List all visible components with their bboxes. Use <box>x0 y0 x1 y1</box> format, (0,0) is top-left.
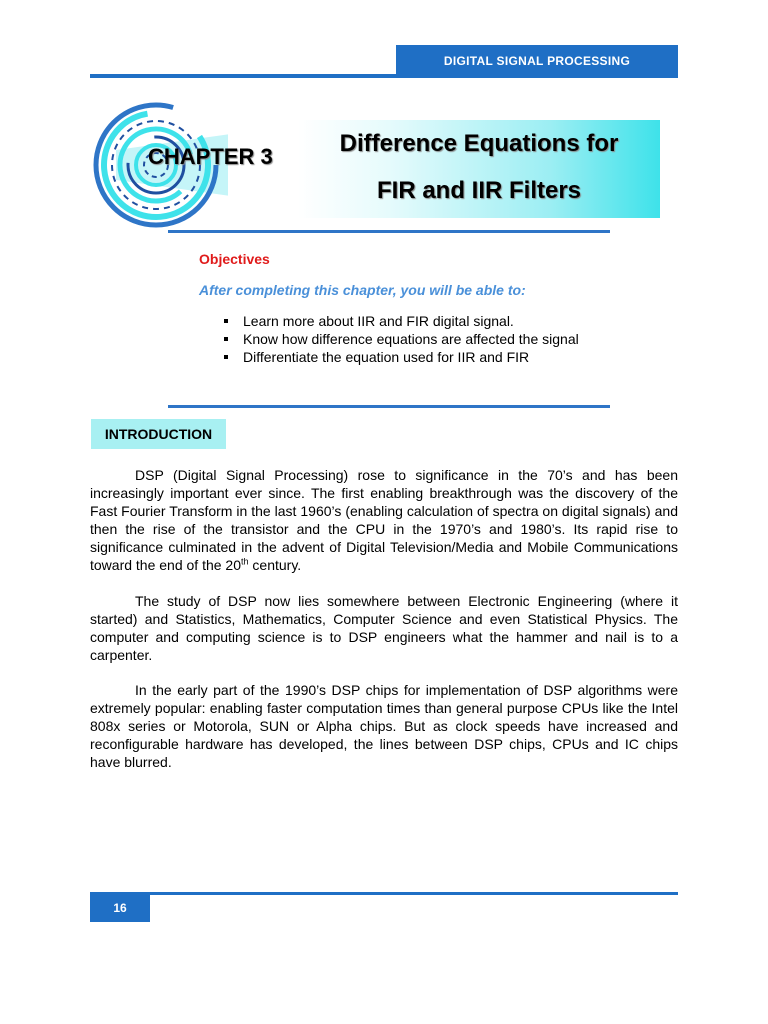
objectives-bottom-rule <box>168 405 610 408</box>
page-number: 16 <box>90 894 150 922</box>
intro-paragraph-2: The study of DSP now lies somewhere between Electronic Engineering (where it started) and Statistics, Mathematics, Computer Science and even Statistical Physics. The computer and computing science is to DSP engineers what the hammer and nail is to a carpenter. <box>90 593 678 663</box>
objective-item: Know how difference equations are affected the signal <box>220 330 600 348</box>
objective-item: Learn more about IIR and FIR digital signal. <box>220 312 600 330</box>
introduction-heading: INTRODUCTION <box>91 419 226 449</box>
objectives-heading: Objectives <box>199 251 270 267</box>
chapter-title-box <box>298 120 660 218</box>
footer-rule <box>90 892 678 895</box>
objective-item: Differentiate the equation used for IIR and FIR <box>220 348 600 366</box>
running-header: DIGITAL SIGNAL PROCESSING <box>396 45 678 76</box>
chapter-label: CHAPTER 3 <box>148 144 273 169</box>
intro-paragraph-3: In the early part of the 1990’s DSP chips for implementation of DSP algorithms were extremely popular: enabling faster computation times than general purpose CPUs like the Intel 808x series or Motorola, SUN or Alpha chips. But as clock speeds have increased and reconfigurable hardware has developed, the lines between DSP chips, CPUs and IC chips have blurred. <box>90 682 678 770</box>
chapter-title-line-2: FIR and IIR Filters <box>376 177 582 204</box>
chapter-title-line-1: Difference Equations for <box>339 130 619 157</box>
objectives-top-rule <box>168 230 610 233</box>
intro-paragraph-1: DSP (Digital Signal Processing) rose to significance in the 70’s and has been increasingly important ever since. The first enabling breakthrough was the discovery of the Fast Fourier Transform in the last 1960’s (enabling calculation of spectra on digital signals) and then the rise of the transistor and the CPU in the 1970’s and 1980’s. Its rapid rise to significance culminated in the advent of Digital Television/Media and Mobile Communications toward the end of the 20th century. <box>90 467 678 573</box>
objectives-list <box>220 312 600 366</box>
objectives-intro: After completing this chapter, you will be able to: <box>199 282 526 298</box>
